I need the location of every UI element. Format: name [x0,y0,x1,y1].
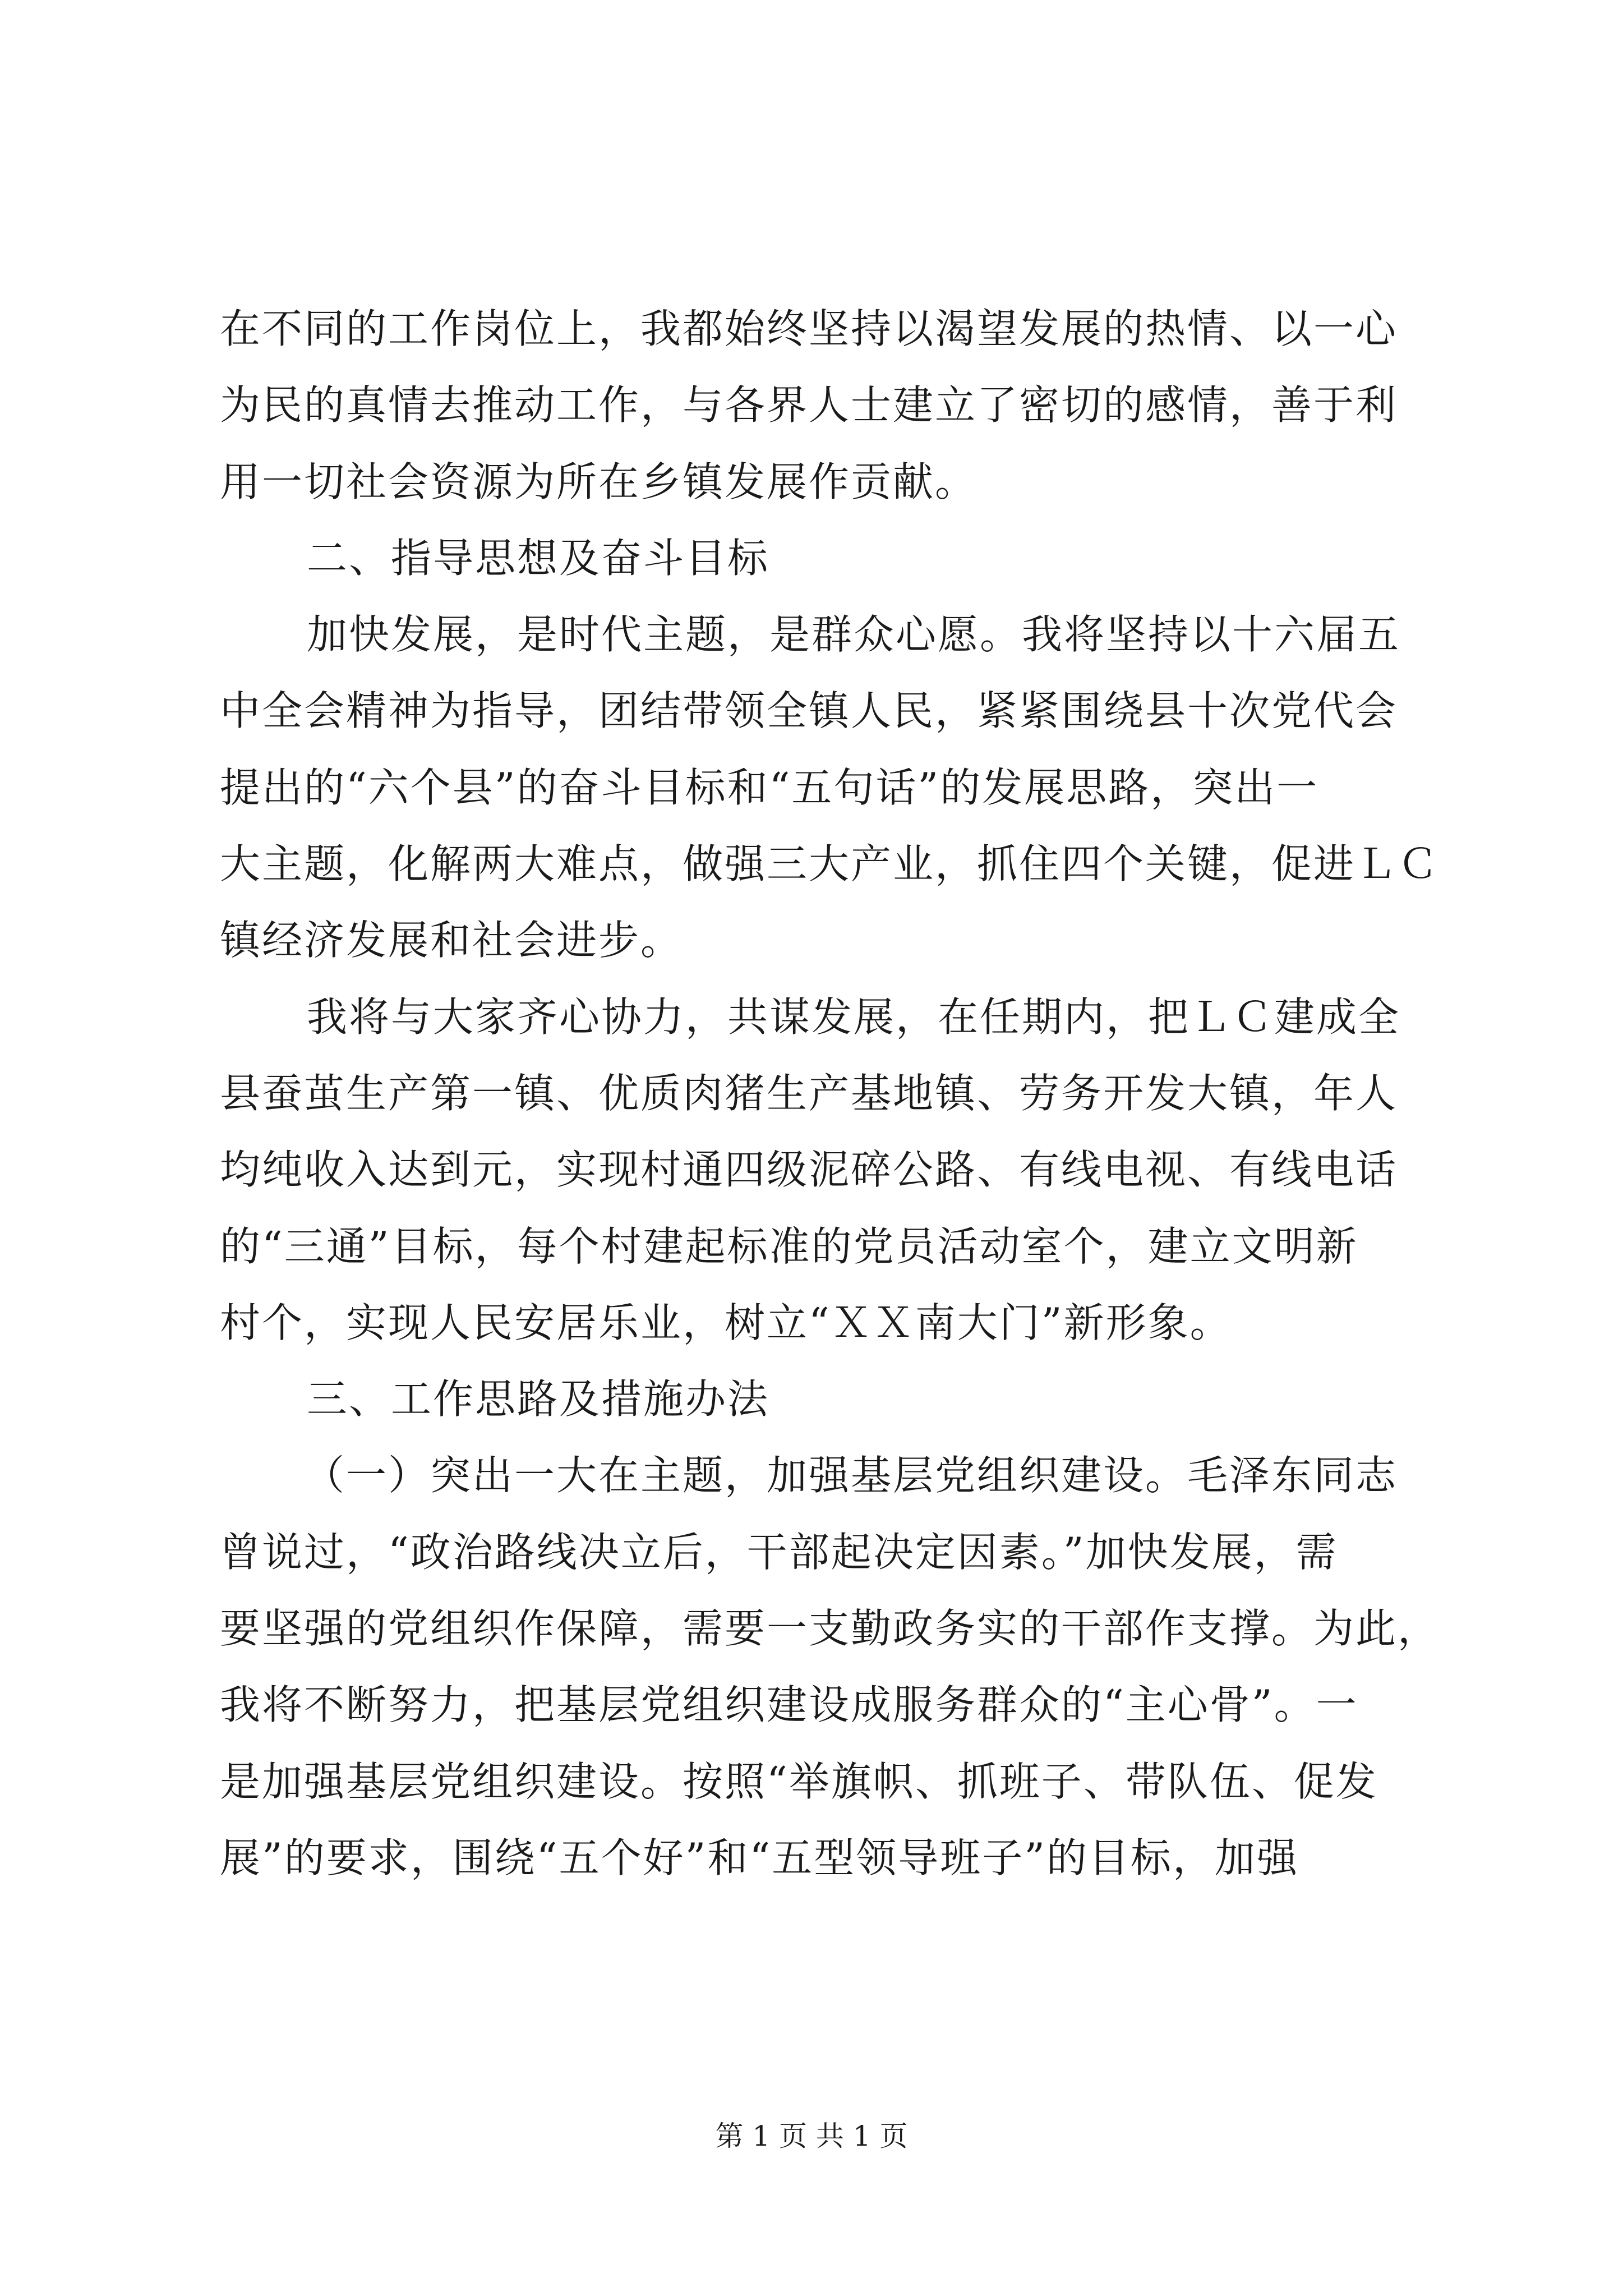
document-body [220,291,1440,1896]
body-line: 要坚强的党组织作保障，需要一支勤政务实的干部作支撑。为此， [220,1605,1440,1653]
body-line: 用一切社会资源为所在乡镇发展作贡献。 [220,458,978,505]
body-line: 在不同的工作岗位上，我都始终坚持以渴望发展的热情、以一心 [220,305,1398,352]
body-line: 曾说过，“政治路线决立后，干部起决定因素。”加快发展，需 [220,1528,1338,1576]
body-line: 均纯收入达到元，实现村通四级泥碎公路、有线电视、有线电话 [220,1146,1398,1194]
body-line: 我将不断努力，把基层党组织建设成服务群众的“主心骨”。一 [220,1681,1358,1729]
section-heading: 二、指导思想及奋斗目标 [307,534,770,582]
body-line: 县蚕茧生产第一镇、优质肉猪生产基地镇、劳务开发大镇，年人 [220,1069,1398,1117]
body-line: （一）突出一大在主题，加强基层党组织建设。毛泽东同志 [304,1452,1398,1499]
body-line: 加快发展，是时代主题，是群众心愿。我将坚持以十六届五 [307,611,1401,659]
body-line: 为民的真情去推动工作，与各界人士建立了密切的感情，善于利 [220,381,1398,429]
body-line: 的“三通”目标，每个村建起标准的党员活动室个，建立文明新 [220,1222,1358,1270]
body-line: 展”的要求，围绕“五个好”和“五型领导班子”的目标，加强 [220,1834,1299,1881]
body-line: 大主题，化解两大难点，做强三大产业，抓住四个关键，促进ＬＣ [220,840,1440,888]
body-line: 中全会精神为指导，团结带领全镇人民，紧紧围绕县十次党代会 [220,687,1398,735]
body-line: 提出的“六个县”的奋斗目标和“五句话”的发展思路，突出一 [220,763,1319,811]
body-line: 我将与大家齐心协力，共谋发展，在任期内，把ＬＣ建成全 [307,993,1401,1041]
body-line: 是加强基层党组织建设。按照“举旗帜、抓班子、带队伍、促发 [220,1757,1378,1805]
body-line: 镇经济发展和社会进步。 [220,917,683,964]
page-footer: 第 1 页 共 1 页 [715,2120,908,2152]
body-line: 村个，实现人民安居乐业，树立“ＸＸ南大门”新形象。 [220,1299,1232,1346]
section-heading: 三、工作思路及措施办法 [307,1375,770,1423]
